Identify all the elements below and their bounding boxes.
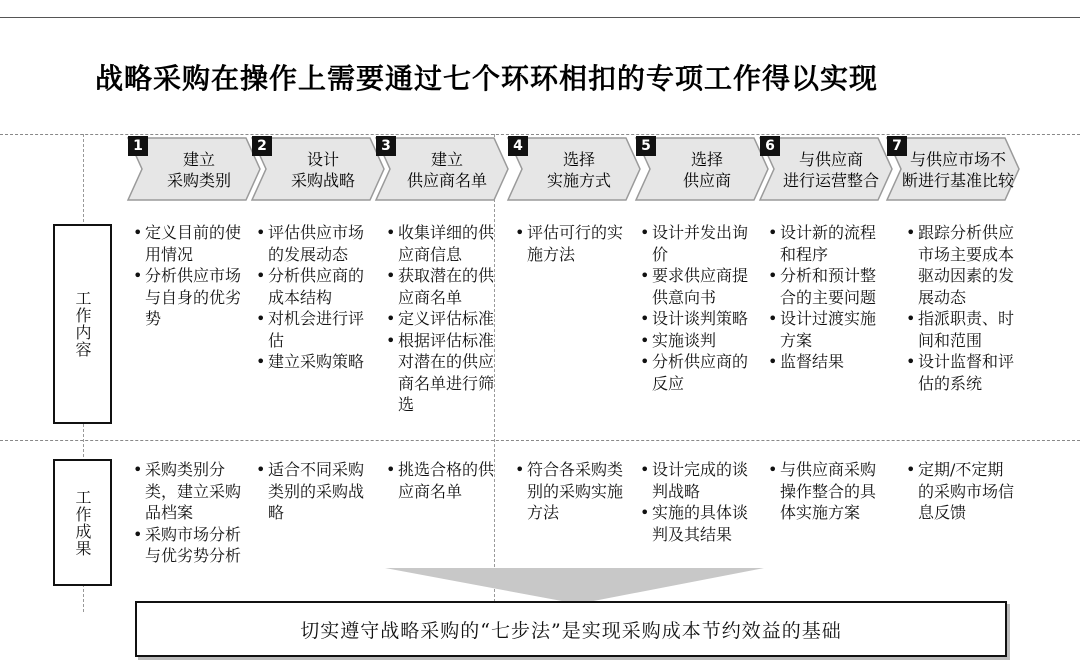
step-2-results-list bbox=[256, 459, 368, 524]
summary-funnel-arrow bbox=[385, 568, 764, 604]
step-6-results-list bbox=[768, 459, 880, 524]
step-number-5: 5 bbox=[636, 136, 656, 156]
work-content-item: • 设计并发出询价 bbox=[640, 222, 752, 265]
work-content-item: • 分析供应市场与自身的优劣势 bbox=[133, 265, 245, 330]
work-result-item: • 实施的具体谈判及其结果 bbox=[640, 502, 752, 545]
step-title-4: 选择 实施方式 bbox=[546, 150, 611, 190]
page-title: 战略采购在操作上需要通过七个环环相扣的专项工作得以实现 bbox=[95, 62, 879, 95]
work-content-item: • 获取潜在的供应商名单 bbox=[386, 265, 498, 308]
work-content-item: • 设计监督和评估的系统 bbox=[906, 351, 1018, 394]
work-content-item: • 定义评估标准 bbox=[386, 308, 498, 330]
step-number-1: 1 bbox=[128, 136, 148, 156]
row-label-content: 工作内容 bbox=[53, 224, 112, 424]
work-result-item: • 与供应商采购操作整合的具体实施方案 bbox=[768, 459, 880, 524]
step-title-7: 与供应市场不 断进行基准比较 bbox=[901, 150, 1014, 190]
step-2-content-list bbox=[256, 222, 368, 373]
work-result-item: • 设计完成的谈判战略 bbox=[640, 459, 752, 502]
step-number-4: 4 bbox=[508, 136, 528, 156]
step-title-5: 选择 供应商 bbox=[682, 150, 731, 190]
summary-banner: 切实遵守战略采购的“七步法”是实现采购成本节约效益的基础 bbox=[135, 601, 1007, 657]
work-result-item: • 定期/不定期的采购市场信息反馈 bbox=[906, 459, 1018, 524]
step-6-content-list bbox=[768, 222, 880, 373]
work-content-item: • 监督结果 bbox=[768, 351, 880, 373]
work-content-item: • 设计新的流程和程序 bbox=[768, 222, 880, 265]
step-3-results-list bbox=[386, 459, 498, 502]
step-title-6: 与供应商 进行运营整合 bbox=[782, 150, 879, 190]
work-result-item: • 适合不同采购类别的采购战略 bbox=[256, 459, 368, 524]
work-content-item: • 评估可行的实施方法 bbox=[515, 222, 627, 265]
work-content-item: • 分析和预计整合的主要问题 bbox=[768, 265, 880, 308]
work-content-item: • 收集详细的供应商信息 bbox=[386, 222, 498, 265]
step-title-1: 建立 采购类别 bbox=[166, 150, 231, 190]
step-number-2: 2 bbox=[252, 136, 272, 156]
work-content-item: • 建立采购策略 bbox=[256, 351, 368, 373]
work-content-item: • 要求供应商提供意向书 bbox=[640, 265, 752, 308]
step-title-2: 设计 采购战略 bbox=[290, 150, 355, 190]
row-label-results: 工作成果 bbox=[53, 459, 112, 586]
step-7-results-list bbox=[906, 459, 1018, 524]
step-5-results-list bbox=[640, 459, 752, 545]
step-number-3: 3 bbox=[376, 136, 396, 156]
step-4-results-list bbox=[515, 459, 627, 524]
step-title-3: 建立 供应商名单 bbox=[406, 150, 487, 190]
work-result-item: • 挑选合格的供应商名单 bbox=[386, 459, 498, 502]
work-content-item: • 分析供应商的成本结构 bbox=[256, 265, 368, 308]
work-content-item: • 定义目前的使用情况 bbox=[133, 222, 245, 265]
work-content-item: • 评估供应市场的发展动态 bbox=[256, 222, 368, 265]
step-1-results-list bbox=[133, 459, 245, 567]
work-content-item: • 实施谈判 bbox=[640, 330, 752, 352]
work-content-item: • 对机会进行评估 bbox=[256, 308, 368, 351]
work-result-item: • 采购类别分类，建立采购品档案 bbox=[133, 459, 245, 524]
step-number-7: 7 bbox=[887, 136, 907, 156]
work-content-item: • 设计过渡实施方案 bbox=[768, 308, 880, 351]
step-5-content-list bbox=[640, 222, 752, 394]
work-content-item: • 跟踪分析供应市场主要成本驱动因素的发展动态 bbox=[906, 222, 1018, 308]
work-content-item: • 设计谈判策略 bbox=[640, 308, 752, 330]
step-1-content-list bbox=[133, 222, 245, 330]
step-number-6: 6 bbox=[760, 136, 780, 156]
step-4-content-list bbox=[515, 222, 627, 265]
work-content-item: • 根据评估标准对潜在的供应商名单进行筛选 bbox=[386, 330, 498, 416]
step-7-content-list bbox=[906, 222, 1018, 394]
work-result-item: • 符合各采购类别的采购实施方法 bbox=[515, 459, 627, 524]
work-content-item: • 分析供应商的反应 bbox=[640, 351, 752, 394]
work-content-item: • 指派职责、时间和范围 bbox=[906, 308, 1018, 351]
work-result-item: • 采购市场分析与优劣势分析 bbox=[133, 524, 245, 567]
step-3-content-list bbox=[386, 222, 498, 416]
